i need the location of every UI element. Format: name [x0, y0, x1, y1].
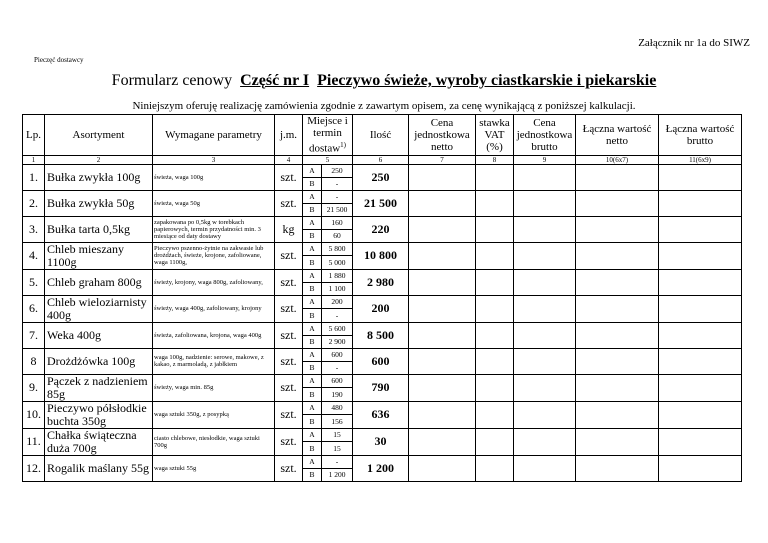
place-a-label: A	[303, 401, 322, 415]
header-wartosc-netto: Łączna wartość netto	[576, 115, 659, 156]
row-unit: szt.	[275, 348, 303, 374]
row-lp: 12.	[23, 455, 45, 481]
quantity-b: 190	[322, 388, 353, 402]
place-b-label: B	[303, 361, 322, 374]
row-parameters: waga sztuki 350g, z posypką	[153, 401, 275, 428]
header-miejsce-sup: 1)	[340, 141, 347, 149]
empty-price-cell	[514, 190, 576, 216]
empty-price-cell	[476, 455, 514, 481]
empty-price-cell	[514, 401, 576, 428]
quantity-a: 1 880	[322, 269, 353, 282]
col-number: 6	[353, 155, 409, 164]
quantity-b: 5 000	[322, 256, 353, 270]
empty-price-cell	[659, 455, 742, 481]
quantity-b: -	[322, 361, 353, 374]
place-a-label: A	[303, 374, 322, 388]
empty-price-cell	[576, 242, 659, 269]
empty-price-cell	[476, 428, 514, 455]
row-lp: 5.	[23, 269, 45, 295]
quantity-b: 1 100	[322, 282, 353, 295]
header-parametry: Wymagane parametry	[153, 115, 275, 156]
row-product-name: Weka 400g	[45, 322, 153, 348]
col-number: 1	[23, 155, 45, 164]
empty-price-cell	[514, 455, 576, 481]
quantity-b: 1 200	[322, 468, 353, 481]
row-parameters: waga 100g, nadzienie: serowe, makowe, z kakao, z marmoladą, z jabłkiem	[153, 348, 275, 374]
row-parameters: świeży, waga 400g, zafoliowany, krojony	[153, 295, 275, 322]
row-product-name: Rogalik maślany 55g	[45, 455, 153, 481]
place-b-label: B	[303, 309, 322, 323]
column-number-row	[23, 155, 742, 164]
empty-price-cell	[409, 190, 476, 216]
empty-price-cell	[576, 164, 659, 190]
row-unit: szt.	[275, 374, 303, 401]
title-prefix: Formularz cenowy	[111, 72, 233, 89]
empty-price-cell	[659, 401, 742, 428]
row-unit: szt.	[275, 269, 303, 295]
row-unit: szt.	[275, 455, 303, 481]
empty-price-cell	[514, 164, 576, 190]
row-lp: 7.	[23, 322, 45, 348]
row-total-quantity: 2 980	[353, 269, 409, 295]
place-b-label: B	[303, 468, 322, 481]
empty-price-cell	[659, 348, 742, 374]
table-row	[23, 164, 742, 177]
row-product-name: Bułka zwykła 100g	[45, 164, 153, 190]
empty-price-cell	[576, 401, 659, 428]
empty-price-cell	[514, 374, 576, 401]
row-product-name: Chleb wieloziarnisty 400g	[45, 295, 153, 322]
row-total-quantity: 250	[353, 164, 409, 190]
row-total-quantity: 1 200	[353, 455, 409, 481]
row-total-quantity: 30	[353, 428, 409, 455]
place-a-label: A	[303, 455, 322, 468]
empty-price-cell	[476, 242, 514, 269]
row-product-name: Chleb mieszany 1100g	[45, 242, 153, 269]
empty-price-cell	[659, 242, 742, 269]
empty-price-cell	[659, 428, 742, 455]
quantity-a: 480	[322, 401, 353, 415]
empty-price-cell	[409, 374, 476, 401]
empty-price-cell	[576, 428, 659, 455]
table-row	[23, 269, 742, 282]
quantity-b: 156	[322, 415, 353, 429]
empty-price-cell	[409, 242, 476, 269]
quantity-b: 21 500	[322, 203, 353, 216]
empty-price-cell	[409, 455, 476, 481]
empty-price-cell	[409, 428, 476, 455]
place-a-label: A	[303, 269, 322, 282]
empty-price-cell	[409, 269, 476, 295]
empty-price-cell	[514, 322, 576, 348]
place-b-label: B	[303, 415, 322, 429]
intro-text: Niniejszym oferuję realizację zamówienia zgodnie z zawartym opisem, za cenę wynikającą z poniższej kalkulacji.	[132, 100, 636, 112]
row-product-name: Drożdżówka 100g	[45, 348, 153, 374]
row-product-name: Chleb graham 800g	[45, 269, 153, 295]
empty-price-cell	[476, 374, 514, 401]
row-parameters: ciasto chlebowe, niesłodkie, waga sztuki 700g	[153, 428, 275, 455]
row-unit: szt.	[275, 428, 303, 455]
place-b-label: B	[303, 282, 322, 295]
table-row	[23, 242, 742, 256]
empty-price-cell	[476, 348, 514, 374]
header-miejsce-text: Miejsce i termin dostaw	[307, 115, 348, 155]
row-unit: szt.	[275, 401, 303, 428]
col-number: 10(6x7)	[576, 155, 659, 164]
empty-price-cell	[514, 295, 576, 322]
form-title	[0, 72, 768, 90]
place-b-label: B	[303, 388, 322, 402]
empty-price-cell	[409, 401, 476, 428]
row-parameters: świeża, waga 100g	[153, 164, 275, 190]
empty-price-cell	[514, 348, 576, 374]
place-a-label: A	[303, 428, 322, 442]
empty-price-cell	[409, 322, 476, 348]
row-lp: 3.	[23, 216, 45, 242]
row-lp: 8	[23, 348, 45, 374]
place-a-label: A	[303, 295, 322, 309]
table-row	[23, 322, 742, 335]
col-number: 7	[409, 155, 476, 164]
empty-price-cell	[476, 401, 514, 428]
row-unit: szt.	[275, 295, 303, 322]
row-total-quantity: 220	[353, 216, 409, 242]
row-product-name: Pączek z nadzieniem 85g	[45, 374, 153, 401]
table-row	[23, 348, 742, 361]
header-cena-netto: Cena jednostkowa netto	[409, 115, 476, 156]
row-unit: szt.	[275, 242, 303, 269]
quantity-b: 60	[322, 229, 353, 242]
row-product-name: Bułka tarta 0,5kg	[45, 216, 153, 242]
price-table	[22, 114, 742, 482]
header-lp: Lp.	[23, 115, 45, 156]
row-lp: 11.	[23, 428, 45, 455]
col-number: 5	[303, 155, 353, 164]
row-total-quantity: 790	[353, 374, 409, 401]
header-jm: j.m.	[275, 115, 303, 156]
empty-price-cell	[476, 216, 514, 242]
empty-price-cell	[576, 455, 659, 481]
quantity-a: -	[322, 455, 353, 468]
row-lp: 1.	[23, 164, 45, 190]
table-row	[23, 428, 742, 442]
empty-price-cell	[476, 322, 514, 348]
quantity-b: 2 900	[322, 335, 353, 348]
quantity-b: -	[322, 177, 353, 190]
row-total-quantity: 636	[353, 401, 409, 428]
row-product-name: Chałka świąteczna duża 700g	[45, 428, 153, 455]
table-row	[23, 190, 742, 203]
col-number: 3	[153, 155, 275, 164]
place-a-label: A	[303, 190, 322, 203]
row-lp: 9.	[23, 374, 45, 401]
empty-price-cell	[659, 216, 742, 242]
header-ilosc: Ilość	[353, 115, 409, 156]
quantity-a: 600	[322, 348, 353, 361]
place-a-label: A	[303, 242, 322, 256]
col-number: 8	[476, 155, 514, 164]
row-parameters: waga sztuki 55g	[153, 455, 275, 481]
empty-price-cell	[576, 216, 659, 242]
row-unit: kg	[275, 216, 303, 242]
row-lp: 10.	[23, 401, 45, 428]
empty-price-cell	[659, 374, 742, 401]
row-unit: szt.	[275, 164, 303, 190]
header-asortyment: Asortyment	[45, 115, 153, 156]
empty-price-cell	[576, 269, 659, 295]
table-row	[23, 295, 742, 309]
empty-price-cell	[576, 190, 659, 216]
empty-price-cell	[514, 242, 576, 269]
place-a-label: A	[303, 322, 322, 335]
place-b-label: B	[303, 442, 322, 456]
row-total-quantity: 21 500	[353, 190, 409, 216]
empty-price-cell	[659, 322, 742, 348]
header-row	[23, 115, 742, 156]
row-parameters: świeży, krojony, waga 800g, zafoliowany,	[153, 269, 275, 295]
row-lp: 6.	[23, 295, 45, 322]
col-number: 4	[275, 155, 303, 164]
empty-price-cell	[409, 216, 476, 242]
table-row	[23, 455, 742, 468]
empty-price-cell	[476, 164, 514, 190]
row-parameters: świeża, waga 50g	[153, 190, 275, 216]
empty-price-cell	[476, 190, 514, 216]
row-total-quantity: 10 800	[353, 242, 409, 269]
row-product-name: Pieczywo półsłodkie buchta 350g	[45, 401, 153, 428]
quantity-b: -	[322, 309, 353, 323]
quantity-a: 160	[322, 216, 353, 229]
quantity-a: 15	[322, 428, 353, 442]
place-a-label: A	[303, 348, 322, 361]
empty-price-cell	[659, 164, 742, 190]
place-b-label: B	[303, 335, 322, 348]
row-unit: szt.	[275, 322, 303, 348]
quantity-a: 600	[322, 374, 353, 388]
place-a-label: A	[303, 216, 322, 229]
quantity-b: 15	[322, 442, 353, 456]
empty-price-cell	[409, 164, 476, 190]
empty-price-cell	[659, 269, 742, 295]
row-parameters: świeża, zafoliowana, krojona, waga 400g	[153, 322, 275, 348]
empty-price-cell	[576, 295, 659, 322]
row-lp: 4.	[23, 242, 45, 269]
empty-price-cell	[576, 322, 659, 348]
empty-price-cell	[659, 190, 742, 216]
empty-price-cell	[409, 348, 476, 374]
place-b-label: B	[303, 203, 322, 216]
empty-price-cell	[659, 295, 742, 322]
quantity-a: 5 800	[322, 242, 353, 256]
empty-price-cell	[409, 295, 476, 322]
empty-price-cell	[514, 428, 576, 455]
empty-price-cell	[476, 269, 514, 295]
quantity-a: 200	[322, 295, 353, 309]
empty-price-cell	[576, 374, 659, 401]
header-miejsce	[303, 115, 353, 156]
annex-label: Załącznik nr 1a do SIWZ	[638, 37, 750, 49]
header-wartosc-brutto: Łączna wartość brutto	[659, 115, 742, 156]
title-part: Część nr I	[240, 72, 310, 89]
header-cena-brutto: Cena jednostkowa brutto	[514, 115, 576, 156]
empty-price-cell	[476, 295, 514, 322]
col-number: 11(6x9)	[659, 155, 742, 164]
place-b-label: B	[303, 229, 322, 242]
header-vat: stawka VAT (%)	[476, 115, 514, 156]
row-total-quantity: 8 500	[353, 322, 409, 348]
row-lp: 2.	[23, 190, 45, 216]
quantity-a: -	[322, 190, 353, 203]
row-total-quantity: 200	[353, 295, 409, 322]
row-unit: szt.	[275, 190, 303, 216]
row-total-quantity: 600	[353, 348, 409, 374]
empty-price-cell	[514, 269, 576, 295]
place-b-label: B	[303, 177, 322, 190]
quantity-a: 5 600	[322, 322, 353, 335]
empty-price-cell	[514, 216, 576, 242]
supplier-stamp-label: Pieczęć dostawcy	[34, 56, 84, 64]
row-parameters: świeży, waga min. 85g	[153, 374, 275, 401]
title-category: Pieczywo świeże, wyroby ciastkarskie i piekarskie	[317, 72, 657, 89]
col-number: 2	[45, 155, 153, 164]
place-a-label: A	[303, 164, 322, 177]
empty-price-cell	[576, 348, 659, 374]
table-row	[23, 216, 742, 229]
row-parameters: zapakowana po 0,5kg w torebkach papierowych, termin przydatności min. 3 miesiące od daty dostawy	[153, 216, 275, 242]
quantity-a: 250	[322, 164, 353, 177]
place-b-label: B	[303, 256, 322, 270]
table-row	[23, 374, 742, 388]
row-parameters: Pieczywo pszenno-żytnie na zakwasie lub drożdżach, świeże, krojone, zafoliowane, waga 1100g,	[153, 242, 275, 269]
table-row	[23, 401, 742, 415]
col-number: 9	[514, 155, 576, 164]
row-product-name: Bułka zwykła 50g	[45, 190, 153, 216]
